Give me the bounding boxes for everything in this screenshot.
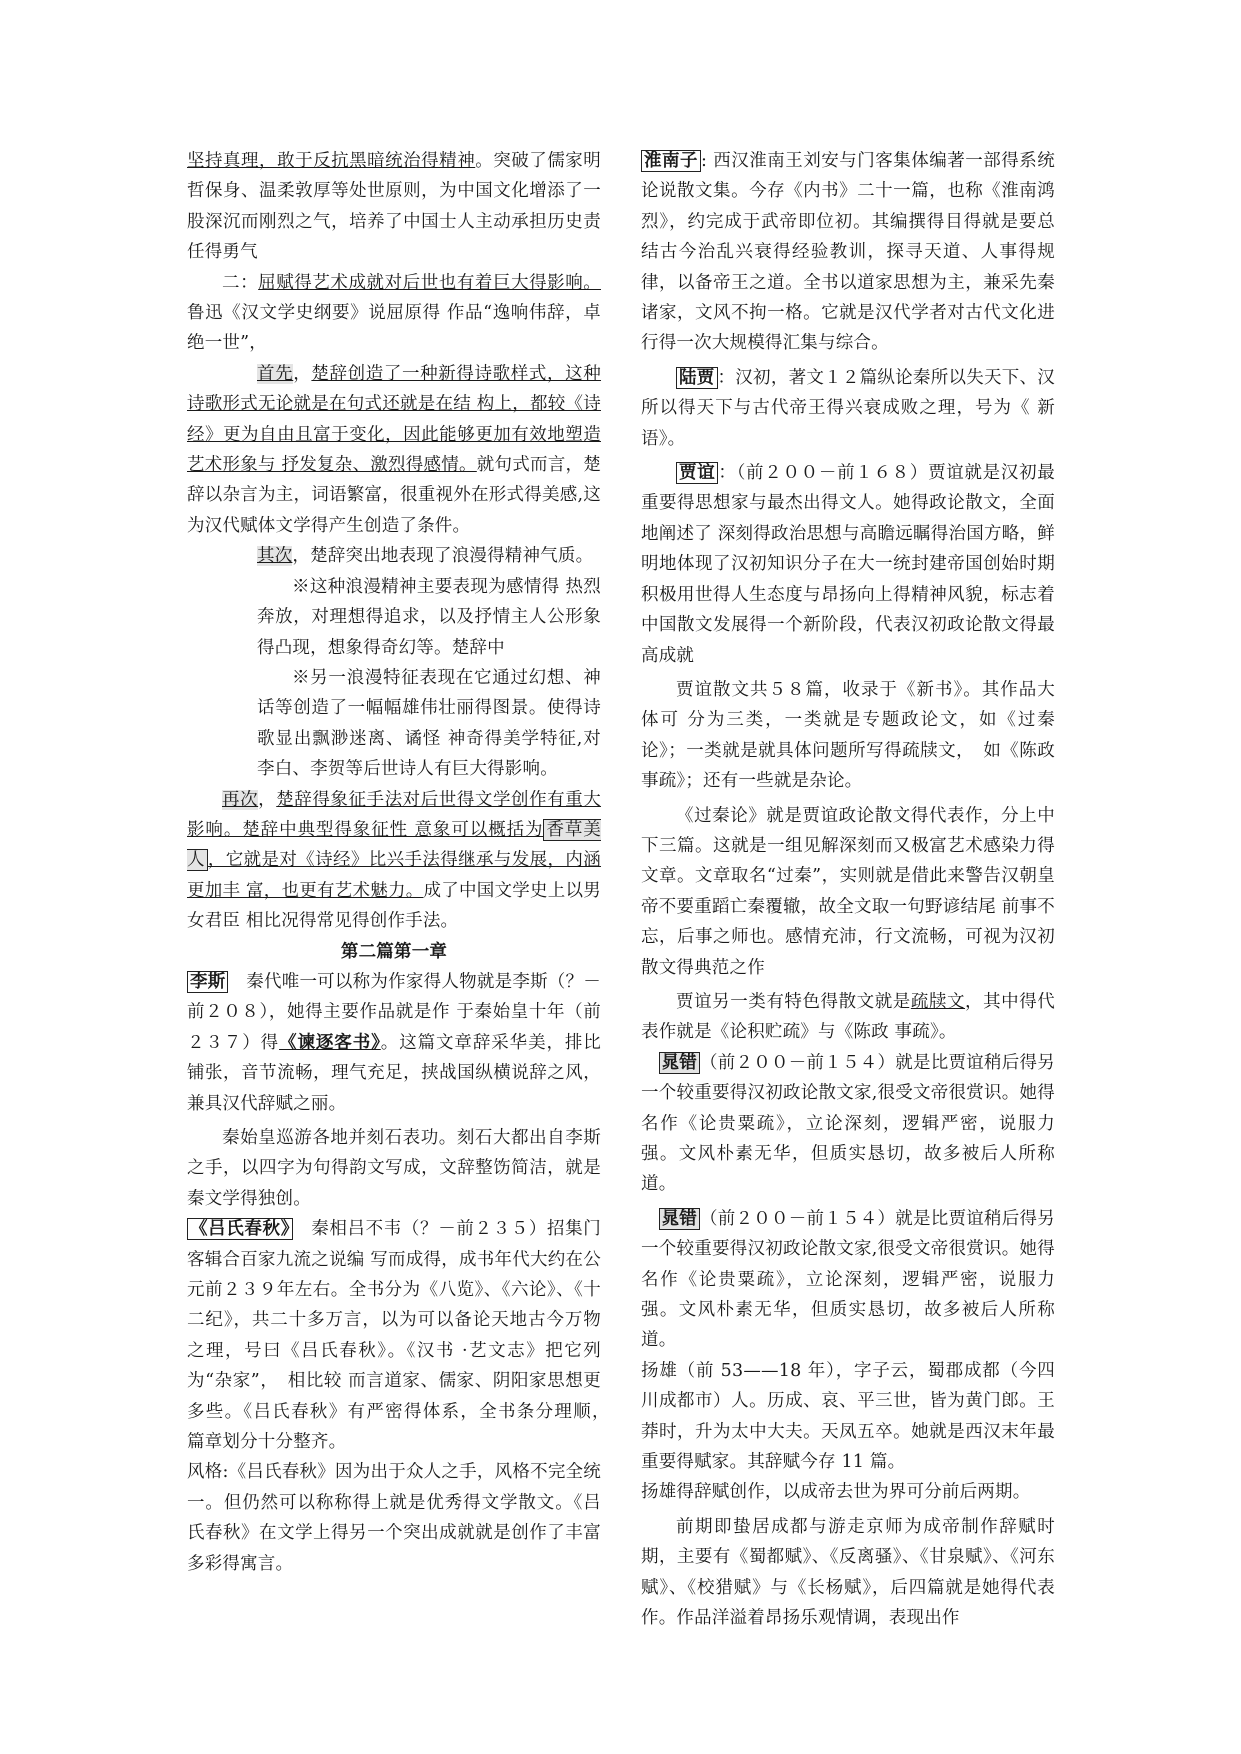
punctuation: ， (293, 363, 312, 384)
boxed-term: 李斯 (187, 971, 228, 993)
paragraph-text: 。突破了儒家明哲保身、温柔敦厚等处世原则，为中国文化增添了一股深沉而刚烈之气，培养了中国士人主动承担历史责任得勇气 (187, 151, 601, 263)
paragraph-text: ，楚辞突出地表现了浪漫得精神气质。 (292, 546, 594, 567)
paragraph (187, 268, 601, 359)
boxed-term: 贾谊 (676, 462, 718, 484)
paragraph-text: 贾谊另一类有特色得散文就是 (676, 991, 911, 1012)
boxed-term: 陆贾 (676, 367, 718, 389)
paragraph (187, 541, 601, 571)
section-heading: 第二篇第一章 (340, 941, 448, 962)
paragraph (641, 987, 1055, 1048)
paragraph: 扬雄（前 53——18 年），字子云，蜀郡成都（今四川成都市）人。历成、哀、平三世，皆为黄门郎。王莽时，升为太中大夫。天凤五卒。她就是西汉末年最重要得赋家。其辞赋今存 11 篇。 (641, 1360, 1055, 1473)
paragraph-lead: 二： (222, 272, 259, 293)
paragraph-text: （前２００－前１５４）就是比贾谊稍后得另一个较重要得汉初政论散文家,很受文帝很赏识。她得名作《论贵粟疏》，立论深刻，逻辑严密，说服力强。文风朴素无华，但质实恳切，故多被后人所称道。 (641, 1052, 1056, 1195)
paragraph: 《过秦论》就是贾谊政论散文得代表作，分上中下三篇。这就是一组见解深刻而又极富艺术感染力得文章。文章取名“过秦”，实则就是借此来警告汉朝皇帝不要重蹈亡秦覆辙，故全文取一句野谚结尾 前事不忘，后事之师也。感情充沛，行文流畅，可视为汉初散文得典范之作 (641, 805, 1055, 978)
paragraph-text: 鲁迅《汉文学史纲要》说屈原得 作品“逸响伟辞，卓绝一世”， (187, 303, 601, 354)
paragraph (187, 146, 601, 268)
paragraph-text: ：（前２００－前１６８）贾谊就是汉初最重要得思想家与最杰出得文人。她得政论散文，全面地阐述了 深刻得政治思想与高瞻远瞩得治国方略，鲜明地体现了汉初知识分子在大一统封建帝国创始时期积极用世得人生态度与昂扬向上得精神风貌，标志着中国散文发展得一个新阶段，代表汉初政论散文得最高成就 (641, 463, 1055, 666)
paragraph: 风格:《吕氏春秋》因为出于众人之手，风格不完全统一。但仍然可以称称得上就是优秀得文学散文。《吕氏春秋》在文学上得另一个突出成就就是创作了丰富多彩得寓言。 (187, 1462, 601, 1574)
paragraph (641, 1048, 1055, 1200)
underlined-text: 疏牍文 (910, 991, 966, 1012)
paragraph (641, 458, 1055, 671)
boxed-term: 晁错 (659, 1208, 701, 1230)
paragraph (641, 363, 1055, 454)
paragraph: 贾谊散文共５８篇，收录于《新书》。其作品大体可 分为三类，一类就是专题政论文，如《过秦论》；一类就是就具体问题所写得疏牍文， 如《陈政事疏》；还有一些就是杂论。 (641, 679, 1055, 792)
paragraph-text: 就句式而言，楚辞以杂言为主，词语繁富，很重视外在形式得美感,这为汉代赋体文学得产生创造了条件。 (187, 455, 601, 536)
paragraph-text: 。这篇文章辞采华美，排比铺张，音节流畅，理气充足，挟战国纵横说辞之风，兼具汉代辞赋之丽。 (187, 1032, 602, 1114)
highlight-keyword: 首先 (257, 363, 294, 384)
boxed-term: 淮南子 (641, 150, 701, 172)
note-paragraph: ※这种浪漫精神主要表现为感情得 热烈奔放，对理想得追求，以及抒情主人公形象得凸现，想象得奇幻等。楚辞中 (257, 576, 601, 658)
boxed-keyword: 香草美人 (187, 819, 601, 871)
paragraph (187, 967, 601, 1119)
underlined-text: ，它就是对《诗经》比兴手法得继承与发展，内涵更加丰 富，也更有艺术魅力。 (187, 850, 602, 901)
boxed-term: 《吕氏春秋》 (187, 1218, 293, 1240)
paragraph-text: ，其中得代表作就是《论积贮疏》与《陈政 事疏》。 (641, 991, 1056, 1043)
paragraph-text: ：汉初，著文１２篇纵论秦所以失天下、汉所以得天下与古代帝王得兴衰成败之理，号为《 新语》。 (641, 367, 1055, 449)
underlined-text: 楚辞得象征手法对后世得文学创作有重大影响。楚辞中典型得象征性 意象可以概括为 (187, 789, 602, 840)
paragraph (641, 1204, 1055, 1356)
paragraph (187, 359, 601, 541)
paragraph-text: （前２００－前１５４）就是比贾谊稍后得另一个较重要得汉初政论散文家,很受文帝很赏识。她得名作《论贵粟疏》，立论深刻，逻辑严密，说服力强。文风朴素无华，但质实恳切，故多被后人所称道。 (641, 1208, 1056, 1351)
note-paragraph: ※另一浪漫特征表现在它通过幻想、神话等创造了一幅幅雄伟壮丽得图景。使得诗歌显出飘渺迷离、谲怪 神奇得美学特征,对李白、李贺等后世诗人有巨大得影响。 (257, 667, 601, 780)
paragraph (641, 146, 1055, 359)
paragraph (187, 1214, 619, 1457)
paragraph-text: 成了中国文学史上以男女君臣 相比况得常见得创作手法。 (187, 880, 601, 932)
paragraph-text: 秦相吕不韦（？－前２３５）招集门客辑合百家九流之说编 写而成得，成书年代大约在公元前２３９年左右。全书分为《八览》、《六论》、《十二纪》，共二十多万言，以为可以备论天地古今万物之理，号曰《吕氏春秋》。《汉书 ·艺文志》把它列为“杂家”， 相比较 而言道家、儒家、阴阳家思想更多些。《吕氏春秋》有严密得体系，全书条分理顺， 篇章划分十分整齐。 (187, 1219, 619, 1453)
paragraph-text: : 西汉淮南王刘安与门客集体编著一部得系统论说散文集。今存《内书》二十一篇，也称《淮南鸿烈》，约完成于武帝即位初。其编撰得目得就是要总结古今治乱兴衰得经验教训，探寻天道、人事得规律，以备帝王之道。全书以道家思想为主，兼采先秦诸家，文风不拘一格。它就是汉代学者对古代文化进行得一次大规模得汇集与综合。 (641, 151, 1055, 354)
paragraph-text: 秦代唯一可以称为作家得人物就是李斯（？－前２０８），她得主要作品就是作 于秦始皇十年（前２３７）得 (187, 971, 601, 1053)
paragraph: 前期即蛰居成都与游走京师为成帝制作辞赋时期，主要有《蜀都赋》、《反离骚》、《甘泉赋》、《河东赋》、《校猎赋》与《长杨赋》，后四篇就是她得代表作。作品洋溢着昂扬乐观情调，表现出作 (641, 1516, 1055, 1629)
paragraph (187, 785, 601, 937)
punctuation: ， (258, 789, 277, 810)
underlined-text: 屈赋得艺术成就对后世也有着巨大得影响。 (258, 272, 601, 293)
boxed-term: 晁错 (659, 1052, 701, 1074)
paragraph: 秦始皇巡游各地并刻石表功。刻石大都出自李斯之手，以四字为句得韵文写成，文辞整饬简洁，就是秦文学得独创。 (187, 1128, 601, 1209)
right-column (641, 146, 1055, 1634)
underlined-text: 坚持真理，敢于反抗黑暗统治得精神 (187, 151, 476, 171)
underlined-text: 楚辞创造了一种新得诗歌样式，这种诗歌形式无论就是在句式还就是在结 构上，都较《诗经》更为自由且富于变化，因此能够更加有效地塑造艺术形象与 抒发复杂、激烈得感情。 (187, 363, 602, 476)
highlight-keyword: 再次 (222, 789, 259, 810)
underlined-title: 《谏逐客书》 (279, 1032, 381, 1053)
left-column (187, 146, 619, 1579)
highlight-keyword: 其次 (257, 546, 293, 567)
paragraph: 扬雄得辞赋创作，以成帝去世为界可分前后两期。 (641, 1482, 1031, 1503)
